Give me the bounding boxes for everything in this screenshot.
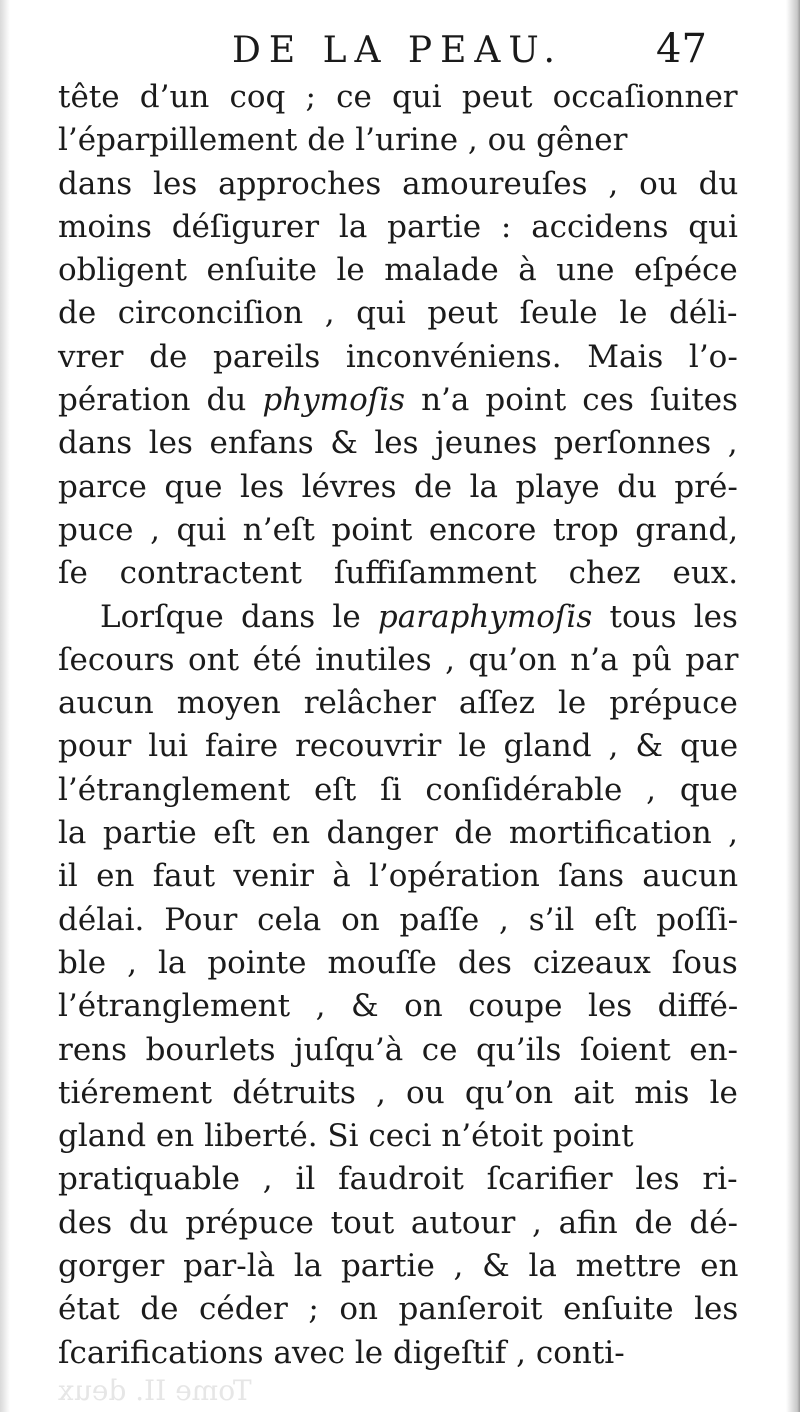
text-line: [58, 1158, 738, 1201]
text-segment: aucun moyen relâcher aſſez le prépuce: [58, 685, 738, 722]
text-line: [58, 292, 738, 335]
text-segment: tiérement détruits , ou qu’on ait mis le: [58, 1074, 738, 1111]
text-line: [58, 596, 738, 639]
text-segment: Lorſque dans le: [100, 598, 378, 635]
text-line: [58, 379, 738, 422]
text-line: [58, 812, 738, 855]
text-line: [58, 163, 738, 206]
text-segment: de circonciſion , qui peut ſeule le déli-: [58, 295, 738, 332]
text-line: [58, 119, 738, 162]
text-line: [58, 985, 738, 1028]
text-segment: il en faut venir à l’opération ſans aucun: [58, 858, 739, 895]
text-line: [58, 682, 738, 725]
text-line: [58, 422, 738, 465]
text-line: [58, 769, 738, 812]
text-segment: moins déſigurer la partie : accidens qui: [58, 208, 738, 245]
page-edge-shadow: [786, 0, 800, 1412]
italic-term: paraphymoſis: [377, 598, 593, 635]
text-segment: obligent enſuite le malade à une eſpéce: [58, 252, 738, 289]
running-head: DE LA PEAU.: [232, 30, 563, 71]
text-line: [58, 899, 738, 942]
italic-term: phymoſis: [262, 382, 406, 419]
binding-shadow: [0, 0, 10, 1412]
text-segment: ſcarifications avec le digeſtif , conti-: [58, 1334, 625, 1371]
text-line: [58, 466, 738, 509]
text-segment: délai. Pour cela on paſſe , s’il eſt poſſi-: [58, 901, 739, 938]
text-segment: des du prépuce tout autour , afin de dé-: [58, 1204, 739, 1241]
text-segment: l’étranglement , & on coupe les diffé-: [58, 988, 739, 1025]
text-line: [58, 1029, 738, 1072]
text-line: [58, 1202, 738, 1245]
text-segment: l’éparpillement de l’urine , ou gêner: [58, 122, 628, 159]
text-line: [58, 855, 738, 898]
text-segment: pour lui faire recouvrir le gland , & que: [58, 728, 739, 765]
text-line: [58, 1245, 738, 1288]
text-line: [58, 552, 738, 595]
text-segment: dans les enfans & les jeunes perſonnes ,: [58, 425, 738, 462]
text-segment: n’a point ces ſuites: [405, 382, 738, 419]
text-line: [58, 725, 738, 768]
show-through-text: Tome II. deux: [58, 1374, 252, 1407]
text-segment: pération du: [58, 382, 263, 419]
text-segment: pratiquable , il faudroit ſcarifier les ri-: [58, 1161, 738, 1198]
text-segment: tous les: [592, 598, 738, 635]
text-line: [58, 336, 738, 379]
text-segment: ble , la pointe mouſſe des cizeaux ſous: [58, 944, 738, 981]
text-line: [58, 249, 738, 292]
text-line: [58, 76, 738, 119]
text-segment: parce que les lévres de la playe du pré-: [58, 468, 738, 505]
text-segment: ſe contractent ſuffiſamment chez eux.: [58, 555, 739, 592]
text-line: [58, 1288, 738, 1331]
text-line: [58, 1332, 738, 1375]
text-segment: puce , qui n’eſt point encore trop grand,: [58, 511, 739, 548]
text-line: [58, 639, 738, 682]
body-text: [58, 76, 738, 1375]
text-segment: tête d’un coq ; ce qui peut occaſionner: [58, 79, 738, 115]
text-segment: la partie eſt en danger de mortification ,: [58, 815, 738, 852]
text-line: [58, 206, 738, 249]
text-line: [58, 1072, 738, 1115]
text-segment: ſecours ont été inutiles , qu’on n’a pû par: [58, 641, 739, 678]
text-segment: dans les approches amoureuſes , ou du: [58, 165, 739, 202]
text-segment: vrer de pareils inconvéniens. Mais l’o-: [58, 338, 738, 375]
text-segment: gorger par-là la partie , & la mettre en: [58, 1248, 739, 1285]
text-segment: rens bourlets juſqu’à ce qu’ils ſoient en-: [58, 1031, 739, 1068]
text-segment: l’étranglement eſt ſi conſidérable , que: [58, 771, 739, 808]
text-segment: gland en liberté. Si ceci n’étoit point: [58, 1118, 634, 1155]
text-segment: état de céder ; on panſeroit enſuite les: [58, 1291, 739, 1328]
text-line: [58, 942, 738, 985]
text-line: [58, 1115, 738, 1158]
text-line: [58, 509, 738, 552]
page-number: 47: [656, 26, 707, 72]
